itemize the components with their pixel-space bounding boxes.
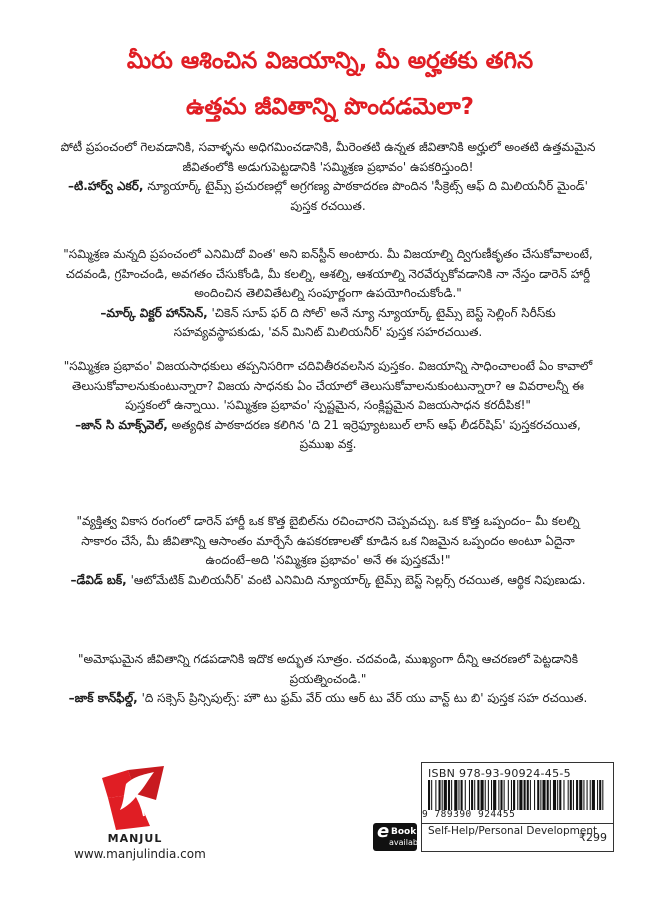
barcode-icon <box>428 780 606 810</box>
barcode-bar <box>444 780 447 810</box>
quote-text: "వ్యక్తిత్వ వికాస రంగంలో డారెన్ హార్డీ ఒక కొత్త బైబిల్‌ను రచించారని చెప్పవచ్చు. ఒక కొత్త ఒప్పందం– మీ కలల్ని సాకారం చేసే, మీ జీవితాన్ని ఆసాంతం మార్చేసే ఉపకరణాలతో కూడిన ఒక నిజమైన ఒప్పందం అంటూ ఏదైనా ఉందంటే–అది 'సమ్మిశ్రణ ప్రభావం' అనే ఈ పుస్తకమే!" <box>76 514 580 567</box>
barcode-bar <box>504 780 505 810</box>
barcode-bar <box>602 780 603 810</box>
barcode-bar <box>469 780 470 810</box>
barcode-bar <box>477 780 479 810</box>
barcode-bar <box>517 780 518 810</box>
category-price-box <box>421 823 614 852</box>
quote-2 <box>58 245 598 343</box>
quote-attribution <box>58 177 598 216</box>
quote-text: "సమ్మిశ్రణ మన్నది ప్రపంచంలో ఎనిమిదో వింత' అని ఐన్‌స్టీన్ అంటారు. మీ విజయాల్ని ద్విగుణీకృతం చేసుకోవాలంటే, చదవండి, గ్రహించండి, అవగతం చేసుకోండి, మీ కలల్ని, ఆశల్ని, ఆశయాల్ని నెరవేర్చుకోవడానికి నా నేస్తం డారెన్ హార్డీ అందించిన తెలివితేటల్ని సంపూర్ణంగా ఉపయోగించుకోండి." <box>63 247 593 300</box>
barcode-bar <box>559 780 561 810</box>
barcode-bar <box>485 780 486 810</box>
barcode-bar <box>537 780 539 810</box>
barcode-bar <box>435 780 436 810</box>
barcode-bar <box>573 780 574 810</box>
publisher-website[interactable]: www.manjulindia.com <box>74 847 206 861</box>
barcode-bar <box>587 780 588 810</box>
quote-author-role: 'ఆటోమేటిక్ మిలియనీర్' వంటి ఎనిమిది న్యూయార్క్ టైమ్స్ బెస్ట్ సెల్లర్స్ రచయిత, ఆర్థిక నిపుణుడు. <box>130 572 586 587</box>
barcode-bar <box>431 780 432 810</box>
heading-line-2: ఉత్తమ జీవితాన్ని పొందడమెలా? <box>185 94 474 120</box>
quote-attribution <box>58 571 598 591</box>
barcode-bar <box>527 780 529 810</box>
barcode-bar <box>498 780 499 810</box>
barcode-bar <box>461 780 463 810</box>
quote-text: "అమోఘమైన జీవితాన్ని గడపడానికి ఇదొక అద్భుత సూత్రం. చదవండి, ముఖ్యంగా దీన్ని ఆచరణలో పెట్టడానికి ప్రయత్నించండి." <box>78 652 578 686</box>
barcode-bar <box>579 780 582 810</box>
quote-author-role: 'ది సక్సెస్ ప్రిన్సిపుల్స్: హౌ టు ఫ్రమ్ వేర్ యు ఆర్ టు వేర్ యు వాన్ట్ టు బి' పుస్తక సహ రచయిత. <box>141 691 588 705</box>
barcode-bar <box>542 780 545 810</box>
barcode-bar <box>481 780 484 810</box>
barcode-bar <box>474 780 475 810</box>
publisher-name: MANJUL <box>107 832 163 845</box>
quote-5 <box>58 650 598 709</box>
barcode-bar <box>465 780 466 810</box>
barcode-bar <box>488 780 489 810</box>
quote-author: –మార్క్ విక్టర్ హాన్‌సెన్, <box>100 305 208 320</box>
barcode-bar <box>439 780 441 810</box>
manjul-logo-icon <box>98 764 168 836</box>
quote-attribution <box>58 689 598 709</box>
quote-text: "సమ్మిశ్రణ ప్రభావం' విజయసాధకులు తప్పనిసరిగా చదివితీరవలసిన పుస్తకం. విజయాన్ని సాధించాలంటే ఏం కావాలో తెలుసుకోవాలనుకుంటున్నారా? విజయ సాధనకు ఏం చేయాలో తెలుసుకోవాలనుకుంటున్నారా? ఆ వివరాలన్నీ ఈ పుస్తకంలో ఉన్నాయి. 'సమ్మిశ్రణ ప్రభావం' స్పష్టమైన, సంక్లిష్టమైన విజయసాధన కరదీపిక!" <box>63 359 593 412</box>
book-category: Self-Help/Personal Development <box>428 825 598 837</box>
barcode-bar <box>553 780 556 810</box>
barcode-bar <box>568 780 569 810</box>
barcode-bar <box>557 780 558 810</box>
quote-3 <box>58 357 598 455</box>
barcode-bar <box>590 780 591 810</box>
barcode-bar <box>576 780 578 810</box>
barcode-bar <box>458 780 459 810</box>
isbn-label: ISBN 978-93-90924-45-5 <box>428 767 571 780</box>
barcode-bar <box>540 780 541 810</box>
barcode-bar <box>454 780 457 810</box>
quote-author: –జాన్ సి మాక్స్‌వెల్, <box>75 417 168 432</box>
barcode-bar <box>428 780 430 810</box>
quote-author: –టి.హార్వ్ ఎకర్, <box>68 179 144 193</box>
barcode-digits: 9 789390 924455 <box>422 809 516 820</box>
ebook-badge <box>373 821 426 851</box>
barcode-bar <box>519 780 522 810</box>
barcode-bar <box>524 780 526 810</box>
barcode-bar <box>563 780 564 810</box>
ebook-letter: e <box>377 821 390 842</box>
barcode-bar <box>534 780 535 810</box>
ebook-sub: available <box>389 838 426 847</box>
ebook-word: Book <box>391 827 417 837</box>
barcode-bar <box>513 780 515 810</box>
barcode-bar <box>451 780 452 810</box>
quote-author-role: అత్యధిక పాఠకాదరణ కలిగిన 'ది 21 ఇర్రెఫ్యూటబుల్ లాస్ ఆఫ్ లీడర్‌షిప్' పుస్తకరచయిత, ప్రముఖ వక్త. <box>171 417 581 451</box>
barcode-bar <box>597 780 598 810</box>
barcode-bar <box>550 780 551 810</box>
barcode-bar <box>508 780 509 810</box>
barcode-bar <box>442 780 443 810</box>
quote-1 <box>58 138 598 216</box>
barcode-bar <box>493 780 496 810</box>
quote-author: –డేవిడ్ బక్, <box>70 572 127 587</box>
quote-4 <box>58 512 598 590</box>
barcode-bar <box>530 780 531 810</box>
cover-heading <box>0 38 660 130</box>
barcode-bar <box>583 780 584 810</box>
barcode-bar <box>599 780 601 810</box>
barcode-bar <box>500 780 502 810</box>
barcode-bar <box>448 780 450 810</box>
barcode-bar <box>471 780 473 810</box>
isbn-barcode-box <box>421 762 614 824</box>
quote-text: పోటీ ప్రపంచంలో గెలవడానికి, సవాళ్ళను అధిగమించడానికి, మీరెంతటి ఉన్నత జీవితానికి అర్హులో అంతటి ఉత్తమమైన జీవితంలోకి అడుగుపెట్టడానికి 'సమ్మిశ్రణ ప్రభావం' ఉపకరిస్తుంది! <box>60 140 596 174</box>
barcode-bar <box>511 780 512 810</box>
book-price: ₹299 <box>579 831 607 844</box>
quote-attribution <box>58 304 598 343</box>
barcode-bar <box>592 780 595 810</box>
barcode-bar <box>491 780 492 810</box>
quote-author: –జాక్ కాన్‌ఫీల్డ్, <box>68 691 138 705</box>
heading-line-1: మీరు ఆశించిన విజయాన్ని, మీ అర్హతకు తగిన <box>126 48 534 74</box>
barcode-bar <box>547 780 549 810</box>
quote-author-role: న్యూయార్క్ టైమ్స్ ప్రచురణల్లో అగ్రగణ్య పాఠకాదరణ పొందిన 'సీక్రెట్స్ ఆఫ్ ది మిలియనీర్ మైండ్' పుస్తక రచయిత. <box>147 179 588 213</box>
quote-attribution <box>58 416 598 455</box>
barcode-bar <box>570 780 572 810</box>
quote-author-role: 'చికెన్ సూప్ ఫర్ ది సోల్' అనే న్యూ న్యూయార్క్ టైమ్స్ బెస్ట్ సెల్లింగ్ సిరీస్‌కు సహవ్యవస్థాపకుడు, 'వన్ మినిట్ మిలియనీర్' పుస్తక సహరచయిత. <box>173 305 556 339</box>
